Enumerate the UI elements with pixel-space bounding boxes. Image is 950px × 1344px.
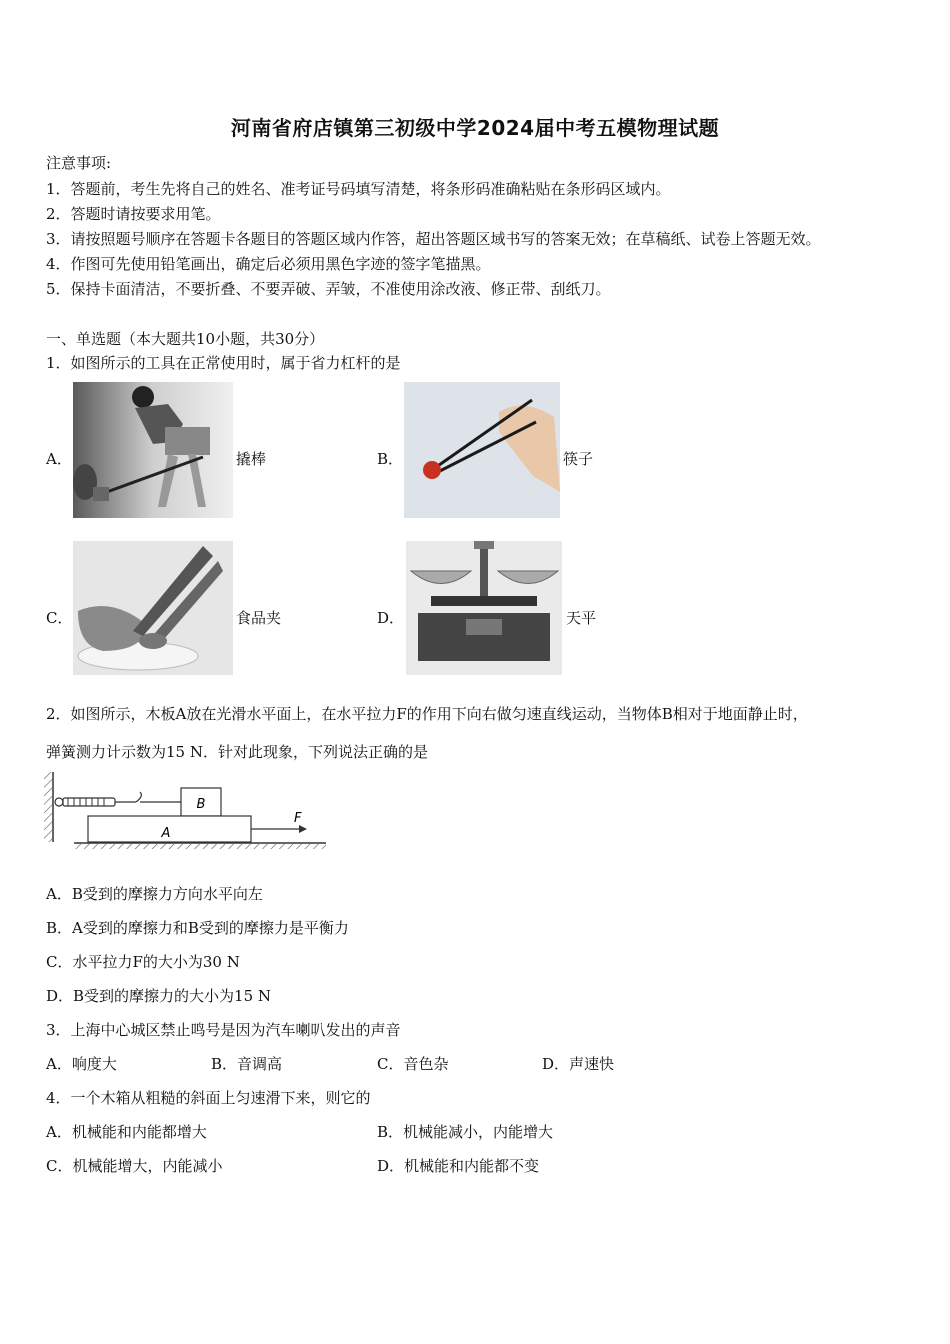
notice-item-4: 4．作图可先使用铅笔画出，确定后必须用黑色字迹的签字笔描黑。	[46, 255, 491, 273]
q3-option-b: B．音调高	[211, 1055, 283, 1073]
q3-option-c: C．音色杂	[377, 1055, 449, 1073]
q1-option-d-letter: D．	[377, 609, 405, 627]
notice-item-3: 3．请按照题号顺序在答题卡各题目的答题区域内作答，超出答题区域书写的答案无效；在草稿纸、试卷上答题无效。	[46, 230, 821, 248]
notice-item-5: 5．保持卡面清洁，不要折叠、不要弄破、弄皱，不准使用涂改液、修正带、刮纸刀。	[46, 280, 611, 298]
q1-option-a-label: 撬棒	[236, 450, 267, 468]
q4-option-a: A．机械能和内能都增大	[46, 1123, 207, 1141]
page-title: 河南省府店镇第三初级中学2024届中考五模物理试题	[230, 116, 720, 140]
food-tongs-image	[73, 541, 233, 675]
force-arrowhead	[299, 825, 307, 833]
crowbar-image	[73, 382, 233, 518]
balance-scale-image	[406, 541, 562, 675]
notice-heading: 注意事项:	[46, 154, 112, 172]
q3-option-a: A．响度大	[46, 1055, 117, 1073]
q4-option-c: C．机械能增大，内能减小	[46, 1157, 223, 1175]
q2-option-a: A．B受到的摩擦力方向水平向左	[46, 885, 263, 903]
q2-figure	[44, 770, 329, 850]
q1-option-b-letter: B．	[377, 450, 404, 468]
chopsticks-image	[404, 382, 560, 518]
q1-option-c-letter: C．	[46, 609, 73, 627]
block-a-label: A	[161, 826, 171, 841]
q2-stem-line-1: 2．如图所示，木板A放在光滑水平面上，在水平拉力F的作用下向右做匀速直线运动，当物体B相对于地面静止时，	[46, 705, 808, 723]
q4-stem: 4．一个木箱从粗糙的斜面上匀速滑下来，则它的	[46, 1089, 371, 1107]
q4-option-d: D．机械能和内能都不变	[377, 1157, 540, 1175]
q2-option-c: C．水平拉力F的大小为30 N	[46, 953, 240, 971]
q2-option-d: D．B受到的摩擦力的大小为15 N	[46, 987, 272, 1005]
block-b-label: B	[196, 797, 206, 812]
force-label: F	[294, 811, 302, 826]
ground-hatch	[74, 844, 326, 849]
notice-item-2: 2．答题时请按要求用笔。	[46, 205, 221, 223]
q1-option-c-label: 食品夹	[236, 609, 282, 627]
q1-option-a-letter: A．	[46, 450, 72, 468]
wall-hatch	[44, 772, 52, 842]
q1-stem: 1．如图所示的工具在正常使用时，属于省力杠杆的是	[46, 354, 401, 372]
q2-stem-line-2: 弹簧测力计示数为15 N．针对此现象，下列说法正确的是	[46, 743, 428, 761]
q1-option-d-label: 天平	[566, 609, 597, 627]
notice-item-1: 1．答题前，考生先将自己的姓名、准考证号码填写清楚，将条形码准确粘贴在条形码区域内。	[46, 180, 671, 198]
q4-option-b: B．机械能减小，内能增大	[377, 1123, 554, 1141]
q3-stem: 3．上海中心城区禁止鸣号是因为汽车喇叭发出的声音	[46, 1021, 401, 1039]
section-heading: 一、单选题（本大题共10小题，共30分）	[46, 330, 325, 348]
q3-option-d: D．声速快	[542, 1055, 615, 1073]
q2-option-b: B．A受到的摩擦力和B受到的摩擦力是平衡力	[46, 919, 349, 937]
q1-option-b-label: 筷子	[563, 450, 594, 468]
spring-scale	[55, 792, 181, 806]
